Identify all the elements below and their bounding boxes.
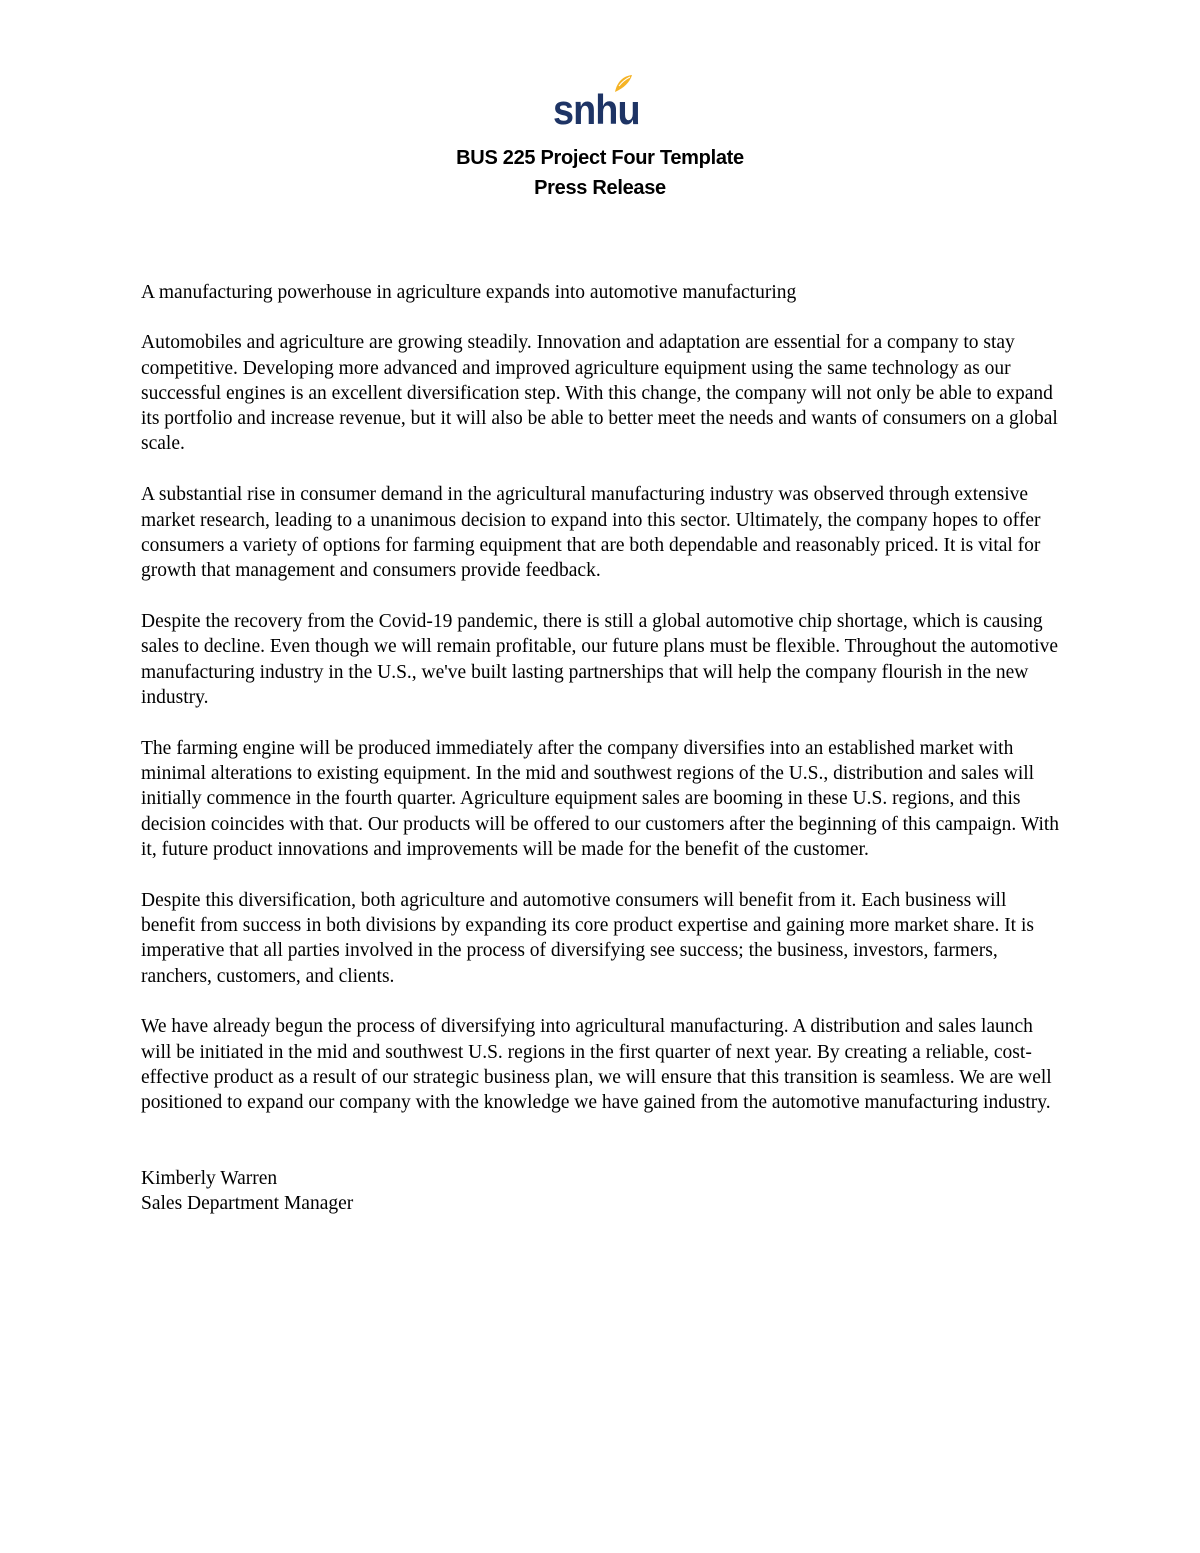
paragraph: Despite this diversification, both agriculture and automotive consumers will benefit from it. Each business will benefit from success in both divisions by expanding its core product expertise and gaining more market share. It is imperative that all parties involved in the process of diversifying see success; the business, investors, farmers, ranchers, customers, and clients. bbox=[141, 889, 1034, 987]
signature-block bbox=[141, 1166, 1061, 1217]
paragraph: Automobiles and agriculture are growing steadily. Innovation and adaptation are essential for a company to stay competitive. Developing more advanced and improved agriculture equipment using the same technology as our successful engines is an excellent diversification step. With this change, the company will not only be able to expand its portfolio and increase revenue, but it will also be able to better meet the needs and wants of consumers on a global scale. bbox=[141, 332, 1058, 455]
signature-role: Sales Department Manager bbox=[141, 1192, 354, 1214]
press-headline: A manufacturing powerhouse in agriculture expands into automotive manufacturing bbox=[141, 282, 797, 303]
document-body bbox=[141, 280, 1061, 1216]
paragraph: We have already begun the process of diversifying into agricultural manufacturing. A distribution and sales launch will be initiated in the mid and southwest U.S. regions in the first quarter of next year. By creating a reliable, cost-effective product as a result of our strategic business plan, we will ensure that this transition is seamless. We are well positioned to expand our company with the knowledge we have gained from the automotive manufacturing industry. bbox=[141, 1016, 1052, 1114]
title-line-1: BUS 225 Project Four Template bbox=[456, 147, 744, 169]
title-line-2: Press Release bbox=[534, 177, 666, 199]
paragraph: A substantial rise in consumer demand in the agricultural manufacturing industry was observed through extensive market research, leading to a unanimous decision to expand into this sector. Ultimately, the company hopes to offer consumers a variety of options for farming equipment that are both dependable and reasonably priced. It is vital for growth that management and consumers provide feedback. bbox=[141, 484, 1041, 582]
signature-name: Kimberly Warren bbox=[141, 1167, 278, 1189]
document-title bbox=[0, 143, 1200, 203]
logo-wordmark: snhu bbox=[553, 86, 640, 133]
paragraph: Despite the recovery from the Covid-19 pandemic, there is still a global automotive chip shortage, which is causing sales to decline. Even though we will remain profitable, our future plans must be flexible. Throughout the automotive manufacturing industry in the U.S., we've built lasting partnerships that will help the company flourish in the new industry. bbox=[141, 610, 1058, 708]
snhu-logo bbox=[553, 74, 643, 134]
paragraph: The farming engine will be produced immediately after the company diversifies into an established market with minimal alterations to existing equipment. In the mid and southwest regions of the U.S., distribution and sales will initially commence in the fourth quarter. Agriculture equipment sales are booming in these U.S. regions, and this decision coincides with that. Our products will be offered to our customers after the beginning of this campaign. With it, future product innovations and improvements will be made for the benefit of the customer. bbox=[141, 737, 1060, 860]
